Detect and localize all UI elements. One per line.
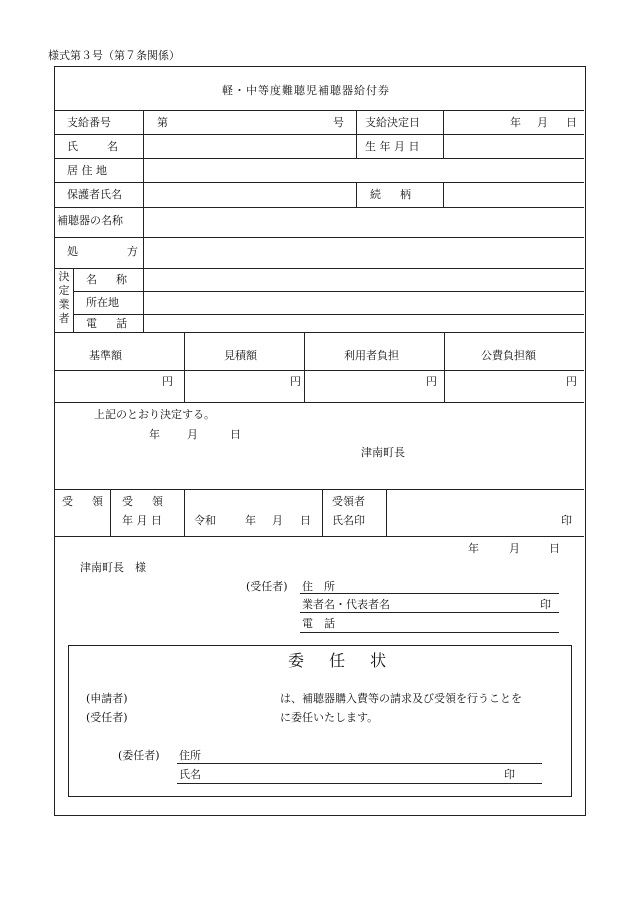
header-public-burden: 公費負担額 (481, 349, 536, 362)
request-year: 年 (468, 542, 479, 555)
label-agent: (受任者) (246, 580, 288, 593)
issue-number-prefix: 第 (157, 116, 168, 129)
header-estimate-amount: 見積額 (224, 349, 257, 362)
poa-text-line2: に委任いたします。 (280, 711, 379, 724)
header-base-amount: 基準額 (89, 349, 122, 362)
decision-date-month: 月 (537, 116, 548, 129)
issue-number-suffix: 号 (333, 116, 344, 129)
line (54, 110, 584, 111)
line (54, 207, 584, 208)
request-month: 月 (509, 542, 520, 555)
line (54, 332, 584, 333)
label-relationship: 続 柄 (370, 188, 415, 201)
line (322, 489, 323, 536)
decision-month: 月 (187, 428, 198, 441)
label-device-name: 補聴器の名称 (57, 214, 123, 227)
poa-applicant: (申請者) (86, 692, 128, 705)
decision-text: 上記のとおり決定する。 (94, 408, 215, 421)
label-vendor-name: 名 称 (86, 273, 131, 286)
receipt-year: 年 (245, 514, 256, 527)
line (54, 268, 584, 269)
decision-mayor: 津南町長 (361, 446, 405, 459)
agent-phone-line (300, 632, 559, 633)
poa-text-line1: は、補聴器購入費等の請求及び受領を行うことを (280, 692, 522, 705)
label-agent-company: 業者名・代表者名 (302, 598, 390, 611)
line (54, 489, 584, 490)
line (356, 110, 357, 158)
vendor-vertical-char: 業 (58, 298, 70, 311)
agent-company-line (300, 612, 559, 613)
line (386, 489, 387, 536)
decision-day: 日 (230, 428, 241, 441)
label-name: 氏 名 (67, 140, 127, 153)
label-receipt-date-1: 受 領 (122, 495, 167, 508)
header-user-burden: 利用者負担 (344, 349, 399, 362)
label-guardian-name: 保護者氏名 (67, 188, 122, 201)
label-prescription: 処 方 (67, 245, 147, 258)
line (110, 489, 111, 536)
line (143, 110, 144, 332)
line (73, 314, 584, 315)
line (54, 158, 584, 159)
poa-agent: (受任者) (86, 711, 128, 724)
line (73, 268, 74, 332)
unit-yen-public: 円 (566, 375, 577, 388)
unit-yen-estimate: 円 (290, 375, 301, 388)
line (54, 237, 584, 238)
line (73, 291, 584, 292)
vendor-vertical-char: 者 (58, 312, 70, 325)
line (54, 402, 584, 403)
label-receiver-1: 受領者 (332, 495, 365, 508)
unit-yen-base: 円 (162, 375, 173, 388)
line (304, 332, 305, 402)
line (54, 370, 584, 371)
line (184, 489, 185, 536)
label-receiver-2: 氏名印 (332, 514, 365, 527)
poa-principal-label: (委任者) (118, 749, 160, 762)
label-residence: 居 住 地 (67, 164, 107, 177)
line (54, 134, 584, 135)
line (443, 110, 444, 158)
line (54, 182, 584, 183)
line (443, 182, 444, 207)
receipt-day: 日 (300, 514, 311, 527)
form-title: 軽・中等度難聴児補聴器給付券 (222, 84, 390, 97)
receiver-seal: 印 (561, 514, 572, 527)
poa-title: 委 任 状 (288, 651, 397, 670)
line (356, 182, 357, 207)
poa-principal-seal: 印 (504, 768, 515, 781)
receipt-era: 令和 (194, 514, 216, 527)
agent-address-line (300, 593, 559, 594)
agent-seal: 印 (540, 598, 551, 611)
label-receipt-date-2: 年 月 日 (122, 514, 162, 527)
poa-principal-address: 住所 (179, 749, 201, 762)
request-day: 日 (549, 542, 560, 555)
label-agent-phone: 電 話 (302, 617, 335, 630)
poa-name-line (177, 783, 542, 784)
label-decision-date: 支給決定日 (365, 116, 420, 129)
form-code: 様式第３号（第７条関係） (48, 49, 180, 62)
label-agent-address: 住 所 (302, 580, 335, 593)
vendor-vertical-label (58, 270, 70, 326)
vendor-vertical-char: 決 (58, 270, 70, 283)
poa-principal-name: 氏名 (179, 768, 201, 781)
decision-year: 年 (149, 428, 160, 441)
request-addressee: 津南町長 様 (80, 561, 146, 574)
unit-yen-user: 円 (426, 375, 437, 388)
receipt-month: 月 (272, 514, 283, 527)
decision-date-day: 日 (566, 116, 577, 129)
decision-date-year: 年 (510, 116, 521, 129)
line (184, 332, 185, 402)
poa-address-line (177, 763, 542, 764)
line (444, 332, 445, 402)
label-birthdate: 生 年 月 日 (365, 140, 420, 153)
label-vendor-location: 所在地 (86, 296, 119, 309)
vendor-vertical-char: 定 (58, 284, 70, 297)
label-vendor-phone: 電 話 (86, 317, 131, 330)
label-receipt: 受 領 (62, 495, 107, 508)
label-issue-number: 支給番号 (67, 116, 111, 129)
line (54, 536, 584, 537)
